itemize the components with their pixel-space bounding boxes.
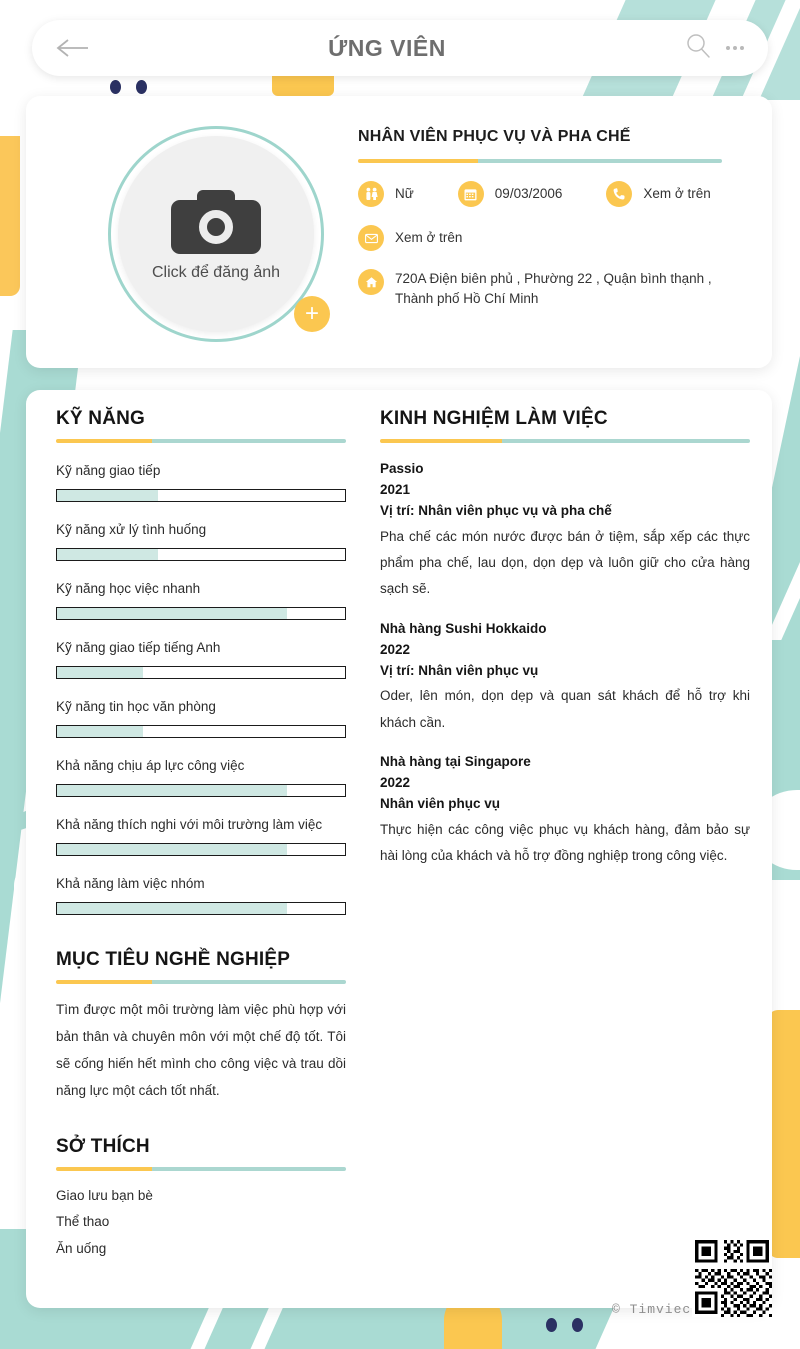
objective-title: MỤC TIÊU NGHỀ NGHIỆP: [56, 949, 291, 970]
profile-value-gender: Nữ: [395, 186, 414, 202]
skill-bar-fill: [57, 608, 287, 619]
search-icon[interactable]: [684, 32, 712, 65]
experience-year: 2022: [380, 641, 411, 657]
objective-text: Tìm được một môi trường làm việc phù hợp với bản thân và chuyên môn với một chế độ tốt. Tôi sẽ cống hiến hết mình cho công việc và trau dồi năng lực một cách tốt nhất.: [56, 1002, 346, 1098]
experience-title: KINH NGHIỆM LÀM VIỆC: [380, 408, 608, 429]
hobby-item: Giao lưu bạn bè: [56, 1188, 153, 1203]
skill-bar: [56, 489, 346, 502]
profile-meta-row: [358, 181, 748, 207]
profile-value-email: Xem ở trên: [395, 230, 463, 246]
calendar-icon: [458, 181, 484, 207]
camera-icon: [171, 190, 261, 254]
more-horizontal-icon[interactable]: [726, 46, 744, 50]
email-icon: [358, 225, 384, 251]
profile-card: [26, 96, 772, 368]
navy-dot-top-1: [110, 80, 121, 94]
skill-label: Kỹ năng học việc nhanh: [56, 581, 201, 596]
yellow-block-left: [0, 136, 20, 296]
skill-bar: [56, 607, 346, 620]
experience-description: Oder, lên món, dọn dẹp và quan sát khách để hỗ trợ khi khách cần.: [380, 688, 750, 730]
phone-icon: [606, 181, 632, 207]
skill-bar-fill: [57, 785, 287, 796]
skills-title: KỸ NĂNG: [56, 408, 146, 429]
experience-list: [380, 459, 750, 869]
skill-label: Khả năng thích nghi với môi trường làm việc: [56, 817, 323, 832]
skill-bar-fill: [57, 726, 143, 737]
title-underline: [358, 159, 722, 163]
experience-company: Nhà hàng tại Singapore: [380, 754, 531, 770]
resume-body-card: [26, 390, 772, 1308]
skill-item: [56, 522, 346, 561]
skill-item: [56, 463, 346, 502]
experience-company: Passio: [380, 461, 424, 476]
skill-label: Kỹ năng tin học văn phòng: [56, 699, 216, 714]
experience-year: 2022: [380, 775, 411, 791]
skill-bar-fill: [57, 490, 158, 501]
profile-info: [358, 128, 748, 308]
navy-dot-bottom-1: [546, 1318, 557, 1332]
profile-field-gender: [358, 181, 414, 207]
profile-field-phone: [606, 181, 710, 207]
left-column: [56, 408, 346, 1262]
avatar-placeholder[interactable]: [118, 136, 314, 332]
skill-label: Khả năng chịu áp lực công việc: [56, 758, 245, 773]
hobby-item: Thể thao: [56, 1214, 110, 1230]
experience-year: 2021: [380, 481, 411, 497]
skill-item: [56, 699, 346, 738]
profile-value-address: 720A Điện biên phủ , Phường 22 , Quận bình thạnh , Thành phố Hồ Chí Minh: [395, 271, 712, 306]
profile-email-row: [358, 225, 748, 251]
profile-field-email: [358, 225, 462, 251]
experience-item: [380, 459, 750, 603]
skill-item: [56, 581, 346, 620]
profile-value-phone: Xem ở trên: [643, 186, 711, 202]
skill-bar-fill: [57, 549, 158, 560]
skill-bar: [56, 902, 346, 915]
experience-item: [380, 619, 750, 736]
skill-bar-fill: [57, 903, 287, 914]
top-app-bar: [32, 20, 768, 76]
navy-dot-top-2: [136, 80, 147, 94]
experience-description: Pha chế các món nước được bán ở tiệm, sắp xếp các thực phẩm pha chế, lau dọn, dọn dẹp và luôn giữ cho cửa hàng sạch sẽ.: [380, 528, 750, 597]
skills-underline: [56, 439, 346, 443]
add-photo-button[interactable]: +: [294, 296, 330, 332]
experience-description: Thực hiện các công việc phục vụ khách hàng, đảm bảo sự hài lòng của khách và hỗ trợ đồng nghiệp trong công việc.: [380, 821, 750, 864]
skill-item: [56, 758, 346, 797]
skill-label: Kỹ năng giao tiếp: [56, 463, 161, 478]
profile-value-birthdate: 09/03/2006: [494, 186, 563, 202]
skills-list: [56, 463, 346, 915]
skill-label: Kỹ năng giao tiếp tiếng Anh: [56, 640, 221, 655]
skill-bar-fill: [57, 667, 143, 678]
gender-icon: [358, 181, 384, 207]
skill-label: Kỹ năng xử lý tình huống: [56, 522, 207, 537]
hobbies-section: [56, 1136, 346, 1262]
skills-section: [56, 408, 346, 915]
hobbies-underline: [56, 1167, 346, 1171]
experience-role: Nhân viên phục vụ: [380, 795, 501, 811]
profile-address-row: [358, 269, 748, 308]
job-title: NHÂN VIÊN PHỤC VỤ VÀ PHA CHẾ: [358, 128, 631, 145]
skill-item: [56, 876, 346, 915]
home-icon: [358, 269, 384, 295]
right-column: [380, 408, 750, 869]
skill-bar-fill: [57, 844, 287, 855]
yellow-block-right: [768, 1010, 800, 1258]
avatar-upload-label: Click để đăng ảnh: [151, 264, 281, 281]
arrow-left-icon[interactable]: [56, 37, 90, 59]
experience-role: Vị trí: Nhân viên phục vụ: [380, 662, 539, 678]
objective-section: [56, 949, 346, 1104]
skill-bar: [56, 666, 346, 679]
page-title: ỨNG VIÊN: [328, 34, 446, 61]
skill-bar: [56, 725, 346, 738]
skill-item: [56, 640, 346, 679]
experience-underline: [380, 439, 750, 443]
qr-code-icon[interactable]: [692, 1237, 772, 1317]
experience-item: [380, 752, 750, 869]
skill-bar: [56, 843, 346, 856]
profile-field-birthdate: [458, 181, 563, 207]
experience-role: Vị trí: Nhân viên phục vụ và pha chế: [380, 502, 612, 518]
skill-item: [56, 817, 346, 856]
hobbies-list: [56, 1183, 346, 1262]
navy-dot-bottom-2: [572, 1318, 583, 1332]
hobby-item: Ăn uống: [56, 1240, 107, 1256]
skill-bar: [56, 548, 346, 561]
skill-bar: [56, 784, 346, 797]
watermark: © Timviec: [612, 1302, 692, 1317]
objective-underline: [56, 980, 346, 984]
hobbies-title: SỞ THÍCH: [56, 1136, 150, 1157]
skill-label: Khả năng làm việc nhóm: [56, 876, 205, 891]
avatar-upload[interactable]: [82, 118, 350, 346]
experience-company: Nhà hàng Sushi Hokkaido: [380, 620, 547, 636]
